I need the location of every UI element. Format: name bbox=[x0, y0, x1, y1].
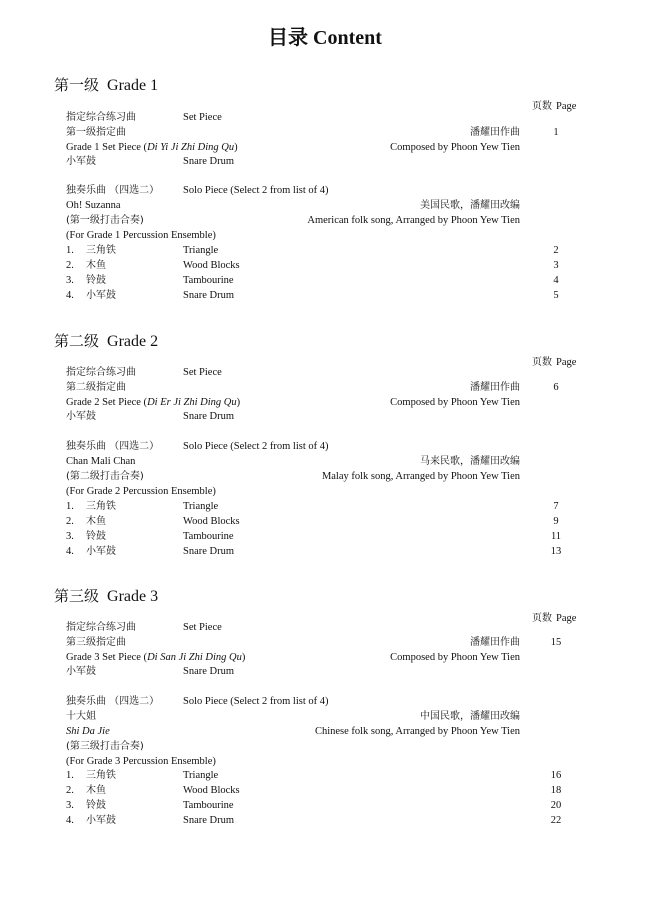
item-en: Wood Blocks bbox=[183, 785, 240, 796]
item-zh: 木鱼 bbox=[86, 785, 106, 796]
set-piece-instrument-zh: 小军鼓 bbox=[66, 666, 96, 677]
solo-origin-en: American folk song, Arranged by Phoon Yew Tien bbox=[307, 215, 520, 226]
item-zh: 小军鼓 bbox=[86, 546, 116, 557]
title-en-pinyin: Di Er Ji Zhi Ding Qu bbox=[147, 397, 237, 408]
solo-category-zh: 独奏乐曲 （四选二） bbox=[66, 696, 160, 707]
grade-heading bbox=[54, 589, 158, 605]
pinyin-title: Shi Da Jie bbox=[66, 726, 110, 737]
set-piece-composer-zh: 潘耀田作曲 bbox=[470, 637, 520, 648]
set-piece-title-zh: 第一级指定曲 bbox=[66, 127, 126, 138]
solo-piece-title: 十大姐 bbox=[66, 711, 96, 722]
page-header-zh: 页数 bbox=[532, 357, 552, 368]
page-header-en: Page bbox=[556, 613, 577, 624]
set-piece-composer-en: Composed by Phoon Yew Tien bbox=[390, 652, 520, 663]
grade-heading-en: Grade 1 bbox=[107, 77, 159, 94]
item-en: Tambourine bbox=[183, 275, 234, 286]
set-piece-category-en: Set Piece bbox=[183, 367, 222, 378]
set-piece-category-zh: 指定综合练习曲 bbox=[66, 367, 136, 378]
item-number: 2. bbox=[66, 260, 74, 271]
set-piece-composer-en: Composed by Phoon Yew Tien bbox=[390, 397, 520, 408]
title-en-suffix: ) bbox=[241, 652, 246, 663]
set-piece-category-en: Set Piece bbox=[183, 622, 222, 633]
item-zh: 三角铁 bbox=[86, 245, 116, 256]
item-page-link[interactable]: 20 bbox=[550, 800, 562, 811]
solo-ensemble-en: (For Grade 1 Percussion Ensemble) bbox=[66, 230, 216, 241]
set-piece-composer-en: Composed by Phoon Yew Tien bbox=[390, 142, 520, 153]
item-page-link[interactable]: 13 bbox=[550, 546, 562, 557]
item-number: 2. bbox=[66, 785, 74, 796]
grade-heading-en: Grade 3 bbox=[107, 588, 159, 605]
set-piece-instrument-en: Snare Drum bbox=[183, 666, 235, 677]
item-number: 1. bbox=[66, 245, 74, 256]
item-zh: 木鱼 bbox=[86, 516, 106, 527]
page-column-header bbox=[532, 97, 576, 113]
item-zh: 小军鼓 bbox=[86, 290, 116, 301]
item-en: Triangle bbox=[183, 245, 219, 256]
item-en: Triangle bbox=[183, 501, 219, 512]
set-piece-composer-zh: 潘耀田作曲 bbox=[470, 127, 520, 138]
item-page-link[interactable]: 16 bbox=[550, 770, 562, 781]
title-en-pinyin: Di San Ji Zhi Ding Qu bbox=[147, 652, 242, 663]
solo-origin-zh: 中国民歌，潘耀田改编 bbox=[420, 711, 520, 722]
set-piece-category-en: Set Piece bbox=[183, 112, 222, 123]
set-piece-page-link[interactable]: 6 bbox=[553, 382, 559, 393]
solo-origin-zh: 马来民歌，潘耀田改编 bbox=[420, 456, 520, 467]
title-en-pinyin: Di Yi Ji Zhi Ding Qu bbox=[147, 142, 235, 153]
item-en: Wood Blocks bbox=[183, 516, 240, 527]
set-piece-category-zh: 指定综合练习曲 bbox=[66, 622, 136, 633]
solo-ensemble-en: (For Grade 3 Percussion Ensemble) bbox=[66, 756, 216, 767]
grade-heading-zh: 第二级 bbox=[54, 332, 100, 350]
item-page-link[interactable]: 5 bbox=[553, 290, 559, 301]
item-en: Wood Blocks bbox=[183, 260, 240, 271]
solo-ensemble-zh: (第二级打击合奏) bbox=[66, 471, 144, 482]
set-piece-instrument-zh: 小军鼓 bbox=[66, 156, 96, 167]
grade-heading-en: Grade 2 bbox=[107, 333, 159, 350]
item-en: Snare Drum bbox=[183, 290, 235, 301]
solo-piece-title: Oh! Suzanna bbox=[66, 200, 121, 211]
set-piece-composer-zh: 潘耀田作曲 bbox=[470, 382, 520, 393]
item-zh: 三角铁 bbox=[86, 770, 116, 781]
item-en: Snare Drum bbox=[183, 546, 235, 557]
item-number: 2. bbox=[66, 516, 74, 527]
title-en-prefix: Grade 1 Set Piece ( bbox=[66, 142, 148, 153]
page-column-header bbox=[532, 609, 576, 625]
grade-heading bbox=[54, 78, 158, 94]
item-zh: 铃鼓 bbox=[86, 531, 106, 542]
set-piece-title-en bbox=[66, 398, 240, 409]
solo-origin-en: Malay folk song, Arranged by Phoon Yew Tien bbox=[321, 471, 520, 482]
item-number: 1. bbox=[66, 501, 74, 512]
solo-piece-title-pinyin bbox=[66, 727, 110, 738]
solo-ensemble-zh: (第三级打击合奏) bbox=[66, 741, 144, 752]
item-page-link[interactable]: 2 bbox=[553, 245, 559, 256]
solo-ensemble-en: (For Grade 2 Percussion Ensemble) bbox=[66, 486, 216, 497]
solo-category-zh: 独奏乐曲 （四选二） bbox=[66, 441, 160, 452]
solo-origin-zh: 美国民歌，潘耀田改编 bbox=[420, 200, 520, 211]
solo-origin-en: Chinese folk song, Arranged by Phoon Yew Tien bbox=[314, 726, 520, 737]
page-column-header bbox=[532, 353, 576, 369]
grade-heading-zh: 第三级 bbox=[54, 587, 100, 605]
grade-heading bbox=[54, 334, 158, 350]
title-en-suffix: ) bbox=[236, 397, 241, 408]
page-header-zh: 页数 bbox=[532, 613, 552, 624]
set-piece-instrument-en: Snare Drum bbox=[183, 156, 235, 167]
grade-heading-zh: 第一级 bbox=[54, 76, 100, 94]
set-piece-page-link[interactable]: 15 bbox=[550, 637, 562, 648]
item-zh: 三角铁 bbox=[86, 501, 116, 512]
solo-piece-title: Chan Mali Chan bbox=[66, 456, 136, 467]
item-page-link[interactable]: 4 bbox=[553, 275, 559, 286]
title-en-prefix: Grade 2 Set Piece ( bbox=[66, 397, 148, 408]
set-piece-category-zh: 指定综合练习曲 bbox=[66, 112, 136, 123]
item-page-link[interactable]: 22 bbox=[550, 815, 562, 826]
item-page-link[interactable]: 3 bbox=[553, 260, 559, 271]
item-zh: 铃鼓 bbox=[86, 275, 106, 286]
item-en: Triangle bbox=[183, 770, 219, 781]
item-page-link[interactable]: 11 bbox=[550, 531, 562, 542]
page-header-en: Page bbox=[556, 101, 577, 112]
item-number: 4. bbox=[66, 815, 74, 826]
set-piece-instrument-en: Snare Drum bbox=[183, 411, 235, 422]
item-en: Tambourine bbox=[183, 531, 234, 542]
set-piece-title-zh: 第二级指定曲 bbox=[66, 382, 126, 393]
page-header-zh: 页数 bbox=[532, 101, 552, 112]
item-number: 3. bbox=[66, 275, 74, 286]
item-en: Snare Drum bbox=[183, 815, 235, 826]
item-number: 3. bbox=[66, 800, 74, 811]
solo-category-en: Solo Piece (Select 2 from list of 4) bbox=[183, 441, 329, 452]
item-page-link[interactable]: 9 bbox=[553, 516, 559, 527]
item-zh: 木鱼 bbox=[86, 260, 106, 271]
set-piece-title-en bbox=[66, 653, 245, 664]
title-en-suffix: ) bbox=[234, 142, 238, 153]
set-piece-title-en bbox=[66, 143, 238, 154]
title-en-prefix: Grade 3 Set Piece ( bbox=[66, 652, 148, 663]
item-number: 3. bbox=[66, 531, 74, 542]
item-zh: 小军鼓 bbox=[86, 815, 116, 826]
item-page-link[interactable]: 18 bbox=[550, 785, 562, 796]
item-page-link[interactable]: 7 bbox=[553, 501, 559, 512]
solo-category-en: Solo Piece (Select 2 from list of 4) bbox=[183, 696, 329, 707]
item-number: 4. bbox=[66, 290, 74, 301]
solo-category-zh: 独奏乐曲 （四选二） bbox=[66, 185, 160, 196]
set-piece-page-link[interactable]: 1 bbox=[553, 127, 559, 138]
item-zh: 铃鼓 bbox=[86, 800, 106, 811]
solo-category-en: Solo Piece (Select 2 from list of 4) bbox=[183, 185, 329, 196]
set-piece-instrument-zh: 小军鼓 bbox=[66, 411, 96, 422]
item-en: Tambourine bbox=[183, 800, 234, 811]
item-number: 1. bbox=[66, 770, 74, 781]
page-title: 目录 Content bbox=[268, 27, 382, 49]
solo-ensemble-zh: (第一级打击合奏) bbox=[66, 215, 144, 226]
item-number: 4. bbox=[66, 546, 74, 557]
page-header-en: Page bbox=[556, 357, 577, 368]
set-piece-title-zh: 第三级指定曲 bbox=[66, 637, 126, 648]
